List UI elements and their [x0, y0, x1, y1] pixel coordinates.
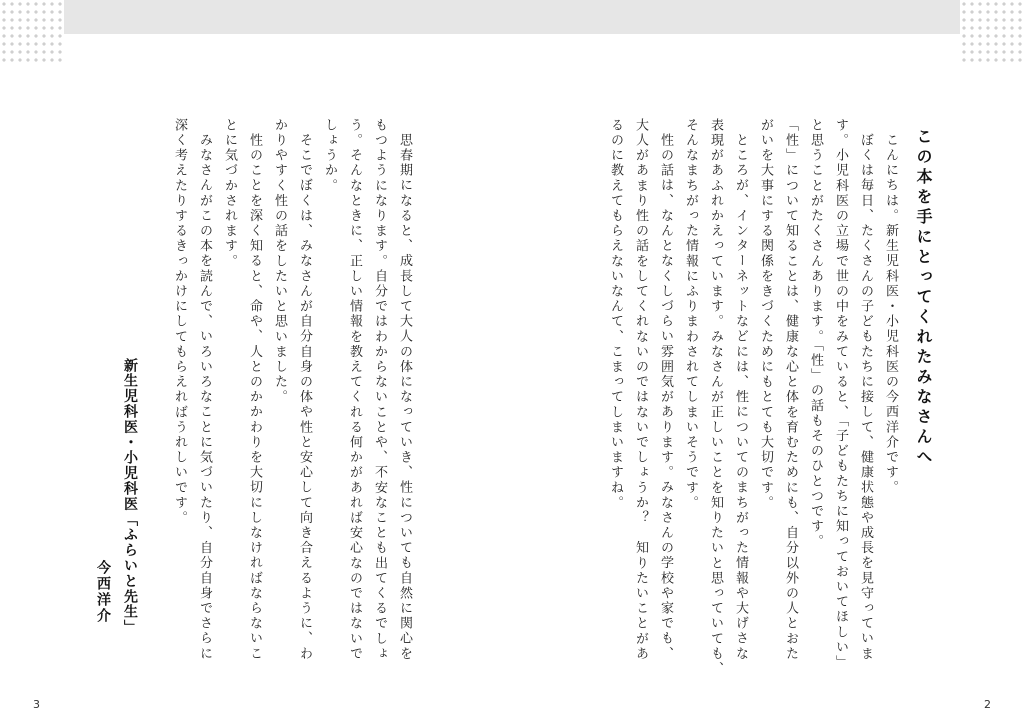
- right-body-line-10: 性の話は、なんとなくしづらい雰囲気があります。みなさんの学校や家でも、: [658, 133, 673, 662]
- right-body-line-8: 表現があふれかえっています。みなさんが正しいことを知りたいと思っていても、: [708, 118, 723, 677]
- left-body-line-10: 深く考えたりするきっかけにしてもらえればうれしいです。: [172, 118, 187, 526]
- left-body-line-6: かりやすく性の話をしたいと思いました。: [272, 118, 287, 405]
- left-body-line-8: とに気づかされます。: [222, 118, 237, 269]
- left-body-line-2: もつようになります。自分ではわからないことや、不安なことも出てくるでしょ: [372, 118, 387, 662]
- right-body-line-9: そんなまちがった情報にふりまわされてしまいそうです。: [683, 118, 698, 511]
- left-body-line-4: しょうか。: [322, 118, 337, 194]
- right-body-line-7: ところが、インターネットなどには、性についてのまちがった情報や大げさな: [733, 133, 748, 662]
- page-number-right: 2: [984, 698, 991, 711]
- dot-pattern-right-decoration: [960, 0, 1024, 66]
- page-number-left: 3: [33, 698, 40, 711]
- right-body-line-11: 大人があまり性の話をしてくれないのではないでしょうか？ 知りたいことがあ: [633, 118, 648, 662]
- left-body-line-5: そこでぼくは、みなさんが自分自身の体や性と安心して向き合えるように、わ: [297, 133, 312, 662]
- left-body-line-1: 思春期になると、成長して大人の体になっていき、性についても自然に関心を: [397, 133, 412, 662]
- chapter-title: この本を手にとってくれたみなさんへ: [914, 128, 933, 468]
- right-body-line-6: がいを大事にする関係をきづくためにもとても大切です。: [758, 118, 773, 511]
- dot-pattern-left-decoration: [0, 0, 64, 66]
- right-body-line-5: 「性」について知ることは、健康な心と体を育むためにも、自分以外の人とおた: [783, 118, 798, 662]
- author-signature-name: 今西洋介: [95, 560, 111, 624]
- left-body-line-9: みなさんがこの本を読んで、いろいろなことに気づいたり、自分自身でさらに: [197, 133, 212, 662]
- top-header-band: [0, 0, 1024, 34]
- left-body-line-7: 性のことを深く知ると、命や、人とのかかわりを大切にしなければならないこ: [247, 133, 262, 662]
- right-body-line-12: るのに教えてもらえないなんて、こまってしまいますね。: [608, 118, 623, 511]
- right-body-line-4: と思うことがたくさんあります。「性」の話もそのひとつです。: [808, 118, 823, 550]
- right-body-line-3: す。小児科医の立場で世の中をみていると、「子どもたちに知っておいてほしい」: [833, 118, 848, 671]
- right-body-line-2: ぼくは毎日、たくさんの子どもたちに接して、健康状態や成長を見守っていま: [858, 133, 873, 662]
- right-body-line-1: こんにちは。新生児科医・小児科医の今西洋介です。: [883, 133, 898, 496]
- left-body-line-3: う。そんなときに、正しい情報を教えてくれる何かがあれば安心なのではないで: [347, 118, 362, 662]
- author-signature-title: 新生児科医・小児科医「ふらいと先生」: [122, 358, 138, 636]
